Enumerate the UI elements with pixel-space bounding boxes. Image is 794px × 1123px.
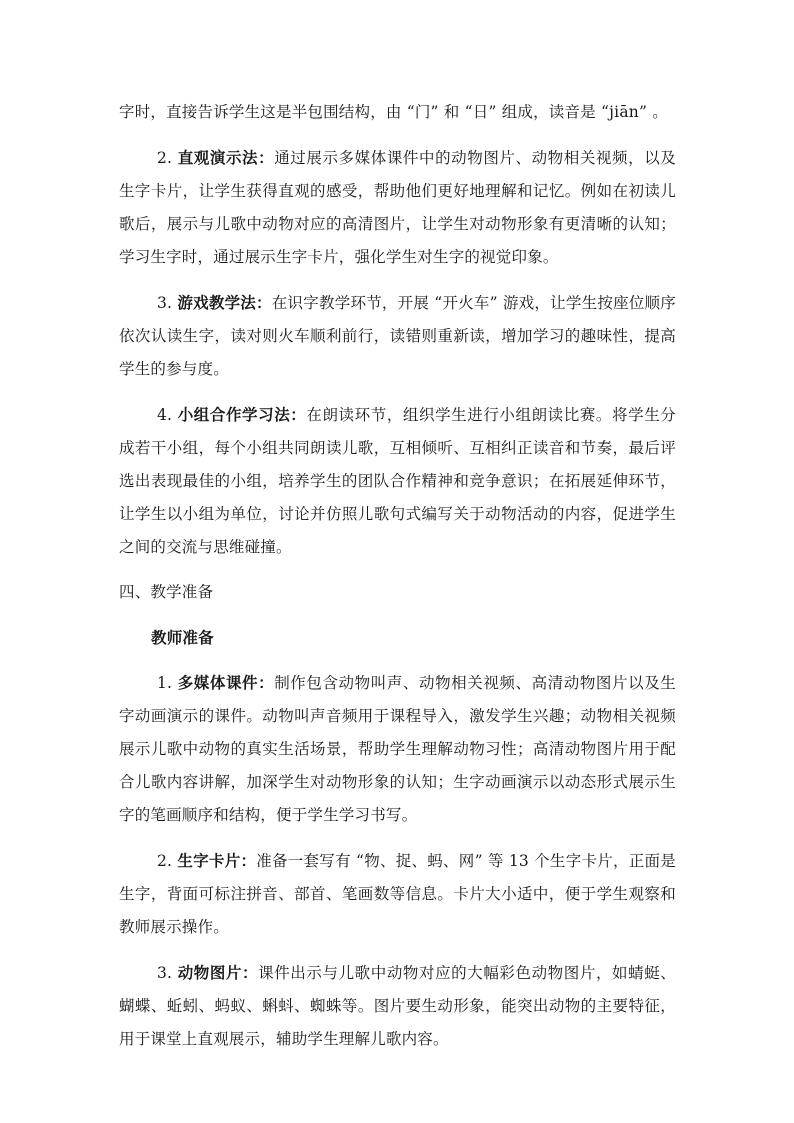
item-label: 动物图片： xyxy=(177,963,259,982)
item-text: 准备一套写有 “物、捉、蚂、网” 等 13 个生字卡片，正面是生字，背面可标注拼音、部首、笔画数等信息。卡片大小适中，便于学生观察和教师展示操作。 xyxy=(119,852,676,936)
method-item-3 xyxy=(119,286,676,386)
prep-item-1 xyxy=(119,666,676,832)
section-heading-text: 四、教学准备 xyxy=(119,583,214,601)
item-number: 2. xyxy=(157,149,178,167)
method-item-4 xyxy=(119,398,676,564)
paragraph-text: 字时，直接告诉学生这是半包围结构，由 “门” 和 “日” 组成，读音是 “jiān” 。 xyxy=(119,103,668,121)
item-number: 2. xyxy=(157,852,178,870)
document-body xyxy=(119,96,676,1056)
paragraph-continuation xyxy=(119,96,676,129)
sub-heading-text: 教师准备 xyxy=(151,628,214,647)
method-item-2 xyxy=(119,141,676,274)
item-text: 制作包含动物叫声、动物相关视频、高清动物图片以及生字动画演示的课件。动物叫声音频用于课程导入，激发学生兴趣；动物相关视频展示儿歌中动物的真实生活场景，帮助学生理解动物习性；高清动物图片用于配合儿歌内容讲解，加深学生对动物形象的认知；生字动画演示以动态形式展示生字的笔画顺序和结构，便于学生学习书写。 xyxy=(119,674,676,824)
item-number: 4. xyxy=(157,406,178,424)
item-label: 小组合作学习法： xyxy=(177,405,307,424)
sub-heading xyxy=(119,621,676,654)
item-text: 在朗读环节，组织学生进行小组朗读比赛。将学生分成若干小组，每个小组共同朗读儿歌，互相倾听、互相纠正读音和节奏，最后评选出表现最佳的小组，培养学生的团队合作精神和竞争意识；在拓展延伸环节，让学生以小组为单位，讨论并仿照儿歌句式编写关于动物活动的内容，促进学生之间的交流与思维碰撞。 xyxy=(119,406,676,556)
item-label: 多媒体课件： xyxy=(177,673,275,692)
item-number: 1. xyxy=(157,674,178,692)
prep-item-3 xyxy=(119,956,676,1056)
item-text: 在识字教学环节，开展 “开火车” 游戏，让学生按座位顺序依次认读生字，读对则火车顺利前行，读错则重新读，增加学习的趣味性，提高学生的参与度。 xyxy=(119,294,676,378)
prep-item-2 xyxy=(119,844,676,944)
section-heading xyxy=(119,576,676,609)
item-number: 3. xyxy=(157,964,178,982)
item-label: 游戏教学法： xyxy=(177,293,272,312)
item-label: 直观演示法： xyxy=(177,148,275,167)
item-text: 通过展示多媒体课件中的动物图片、动物相关视频，以及生字卡片，让学生获得直观的感受，帮助他们更好地理解和记忆。例如在初读儿歌后，展示与儿歌中动物对应的高清图片，让学生对动物形象有更清晰的认知；学习生字时，通过展示生字卡片，强化学生对生字的视觉印象。 xyxy=(119,149,676,266)
item-text: 课件出示与儿歌中动物对应的大幅彩色动物图片，如蜻蜓、蝴蝶、蚯蚓、蚂蚁、蝌蚪、蜘蛛等。图片要生动形象，能突出动物的主要特征，用于课堂上直观展示，辅助学生理解儿歌内容。 xyxy=(119,964,676,1048)
item-label: 生字卡片： xyxy=(177,851,257,870)
item-number: 3. xyxy=(157,294,178,312)
